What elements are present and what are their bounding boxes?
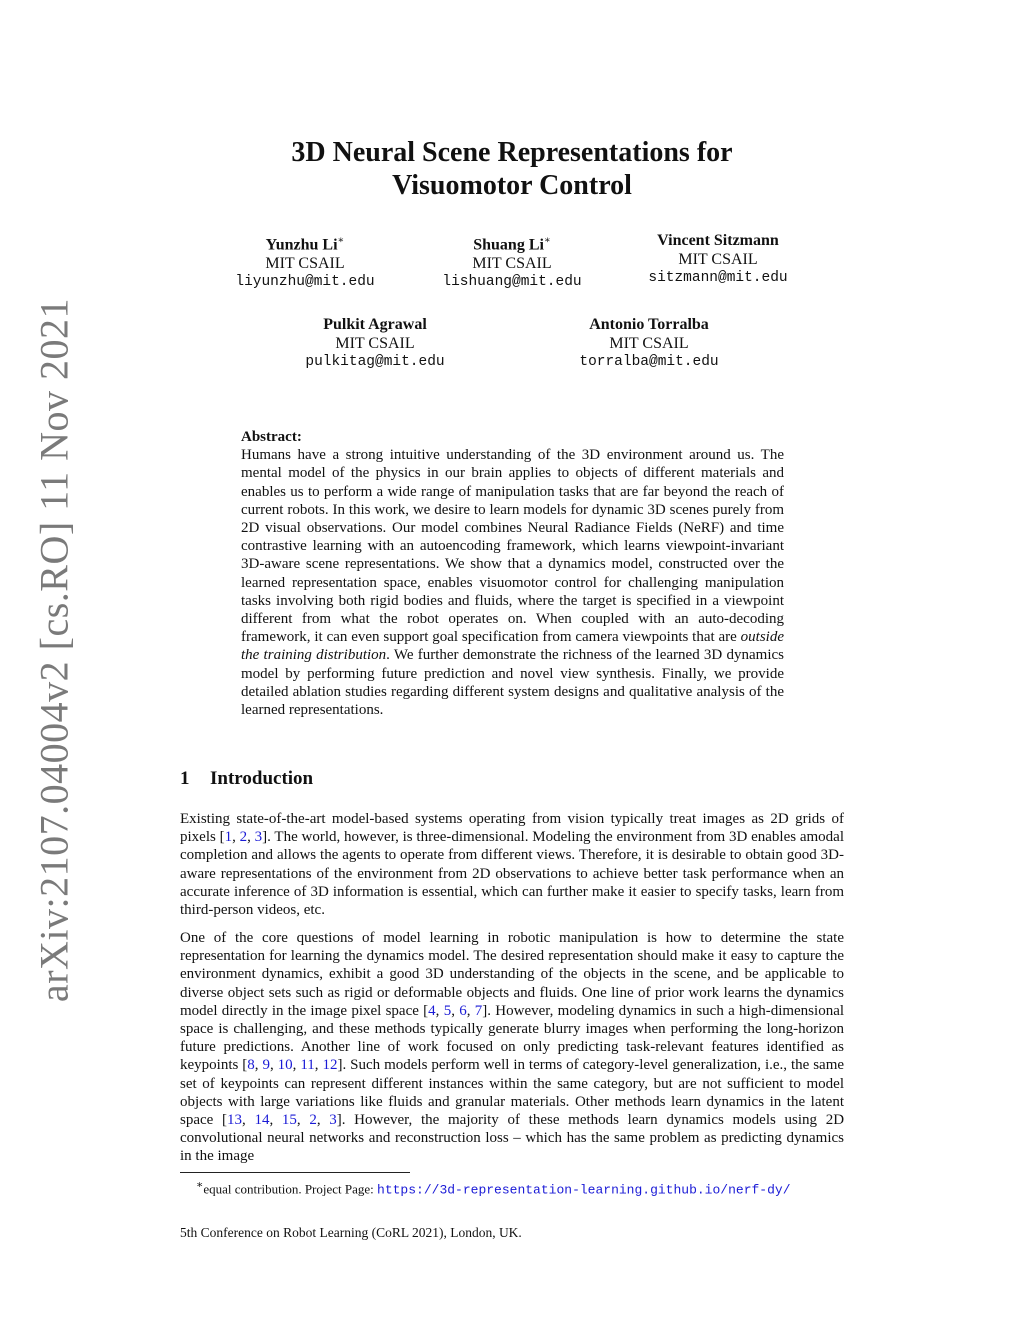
footnote bbox=[196, 1178, 791, 1197]
author-name: Pulkit Agrawal bbox=[323, 316, 427, 333]
citation-link[interactable]: 7 bbox=[474, 1002, 483, 1019]
citation-link[interactable]: 9 bbox=[262, 1057, 270, 1074]
citation-separator: , bbox=[269, 1112, 282, 1129]
abstract-emphasis: outside the training distribution bbox=[241, 629, 784, 664]
citation-link[interactable]: 11 bbox=[300, 1057, 315, 1074]
citation-separator: , bbox=[242, 1112, 255, 1129]
intro-paragraph-2 bbox=[180, 929, 844, 1166]
author-email[interactable]: liyunzhu@mit.edu bbox=[235, 274, 375, 291]
author-block bbox=[618, 232, 818, 288]
author-email[interactable]: lishuang@mit.edu bbox=[442, 274, 582, 291]
author-block bbox=[549, 316, 749, 372]
citation-separator: , bbox=[451, 1002, 460, 1019]
citation-separator: , bbox=[314, 1057, 323, 1074]
citation-separator: , bbox=[435, 1002, 444, 1019]
title-line-1: 3D Neural Scene Representations for bbox=[291, 137, 733, 168]
citation-link[interactable]: 8 bbox=[247, 1057, 255, 1074]
author-block bbox=[275, 316, 475, 372]
author-email[interactable]: torralba@mit.edu bbox=[579, 354, 719, 370]
author-name: Shuang Li bbox=[473, 236, 544, 254]
citation-link[interactable]: 5 bbox=[443, 1002, 452, 1019]
author-affiliation: MIT CSAIL bbox=[265, 254, 345, 272]
paragraph-text: Existing state-of-the-art model-based systems operating from vision typically treat images as 2D grids of pixels [ bbox=[180, 811, 844, 846]
paragraph-text: ]. However, modeling dynamics in such a high-dimensional space is challenging, and these methods typically generate blurry images when performing the long-horizon future predictions. Another line of work focused on only predicting task-relevant features identified as keypoints [ bbox=[180, 1002, 845, 1074]
citation-link[interactable]: 15 bbox=[281, 1112, 297, 1129]
author-affiliation: MIT CSAIL bbox=[472, 254, 552, 272]
equal-contribution-mark: ∗ bbox=[337, 235, 345, 246]
citation-separator: , bbox=[232, 829, 240, 846]
author-affiliation: MIT CSAIL bbox=[678, 250, 758, 268]
citation-link[interactable]: 3 bbox=[254, 829, 263, 846]
project-page-link[interactable]: https://3d-representation-learning.github.io/nerf-dy/ bbox=[377, 1182, 791, 1198]
paragraph-text: One of the core questions of model learning in robotic manipulation is how to determine the state representation for learning the dynamics model. The desired representation should make it easy to capture the environment dynamics, exhibit a good 3D understanding of the objects in the scene, and be applicable to diverse object sets such as rigid or deformable objects and fluids. One line of prior work learns the dynamics model directly in the image pixel space [ bbox=[180, 930, 844, 1019]
section-title: Introduction bbox=[210, 768, 314, 789]
equal-contribution-mark: ∗ bbox=[543, 235, 551, 246]
citation-link[interactable]: 12 bbox=[322, 1057, 338, 1074]
citation-separator: , bbox=[316, 1112, 330, 1129]
author-block bbox=[205, 232, 405, 292]
abstract-heading: Abstract: bbox=[241, 429, 302, 445]
paragraph-text: ]. The world, however, is three-dimensional. Modeling the environment from 3D enables amodal completion and allows the agents to operate from different views. Therefore, it is desirable to obtain good 3D-aware representations of the environment from 2D observations to achieve better task performance when an accurate inference of 3D information is essential, which can further make it easier to specify tasks, learn from third-person videos, etc. bbox=[180, 829, 844, 919]
citation-link[interactable]: 2 bbox=[239, 829, 248, 846]
citation-link[interactable]: 14 bbox=[254, 1112, 270, 1129]
author-name: Vincent Sitzmann bbox=[657, 232, 779, 249]
paragraph-text: ]. Such models perform well in terms of category-level generalization, i.e., the same set of keypoints can represent different instances within the same category, but are not sufficient to model objects with large variations like fluids and granular materials. Other methods learn dynamics in the latent space [ bbox=[180, 1057, 845, 1129]
citation-separator: , bbox=[254, 1057, 263, 1074]
section-heading bbox=[180, 768, 313, 790]
author-email[interactable]: sitzmann@mit.edu bbox=[648, 270, 788, 286]
author-name: Antonio Torralba bbox=[589, 316, 709, 333]
citation-link[interactable]: 10 bbox=[277, 1057, 293, 1074]
citation-link[interactable]: 1 bbox=[224, 829, 233, 846]
author-email[interactable]: pulkitag@mit.edu bbox=[305, 354, 445, 370]
paragraph-text: ]. However, the majority of these methods learn dynamics models using 2D convolutional neural networks and reconstruction loss – which has the same problem as predicting dynamics in the image bbox=[180, 1112, 845, 1165]
author-affiliation: MIT CSAIL bbox=[335, 334, 415, 352]
abstract-text-end: . We further demonstrate the richness of the learned 3D dynamics model by performing future prediction and novel view synthesis. Finally, we provide detailed ablation studies regarding different system designs and qualitative analysis of the learned representations. bbox=[241, 647, 784, 719]
citation-link[interactable]: 4 bbox=[428, 1002, 436, 1019]
citation-link[interactable]: 3 bbox=[329, 1112, 337, 1129]
author-block bbox=[412, 232, 612, 292]
abstract bbox=[241, 428, 784, 719]
footnote-rule bbox=[180, 1172, 410, 1173]
author-name: Yunzhu Li bbox=[265, 236, 338, 254]
arxiv-identifier-stamp: arXiv:2107.04004v2 [cs.RO] 11 Nov 2021 bbox=[31, 297, 77, 1003]
title-line-2: Visuomotor Control bbox=[392, 170, 632, 201]
citation-link[interactable]: 2 bbox=[309, 1112, 317, 1129]
footnote-text: equal contribution. Project Page: bbox=[203, 1181, 378, 1197]
citation-separator: , bbox=[466, 1002, 475, 1019]
footnote-mark: ∗ bbox=[196, 1179, 204, 1191]
conference-venue: 5th Conference on Robot Learning (CoRL 2021), London, UK. bbox=[180, 1225, 522, 1240]
intro-paragraph-1 bbox=[180, 810, 844, 919]
citation-separator: , bbox=[247, 829, 255, 846]
author-affiliation: MIT CSAIL bbox=[609, 334, 689, 352]
citation-link[interactable]: 6 bbox=[459, 1002, 467, 1019]
citation-separator: , bbox=[269, 1057, 278, 1074]
citation-separator: , bbox=[296, 1112, 310, 1129]
citation-link[interactable]: 13 bbox=[227, 1112, 242, 1129]
citation-separator: , bbox=[292, 1057, 301, 1074]
section-number: 1 bbox=[180, 768, 190, 789]
paper-title bbox=[180, 136, 844, 202]
abstract-text: Humans have a strong intuitive understanding of the 3D environment around us. The mental model of the physics in our brain applies to objects of different materials and enables us to perform a wide range of manipulation tasks that are far beyond the reach of current robots. In this work, we desire to learn models for dynamic 3D scenes purely from 2D visual observations. Our model combines Neural Radiance Fields (NeRF) and time contrastive learning with an autoencoding framework, which learns viewpoint-invariant 3D-aware scene representations. We show that a dynamics model, constructed over the learned representation space, enables visuomotor control for challenging manipulation tasks involving both rigid bodies and fluids, where the target is specified in a viewpoint different from what the robot operates on. When coupled with an auto-decoding framework, it can even support goal specification from camera viewpoints that are bbox=[241, 447, 784, 646]
